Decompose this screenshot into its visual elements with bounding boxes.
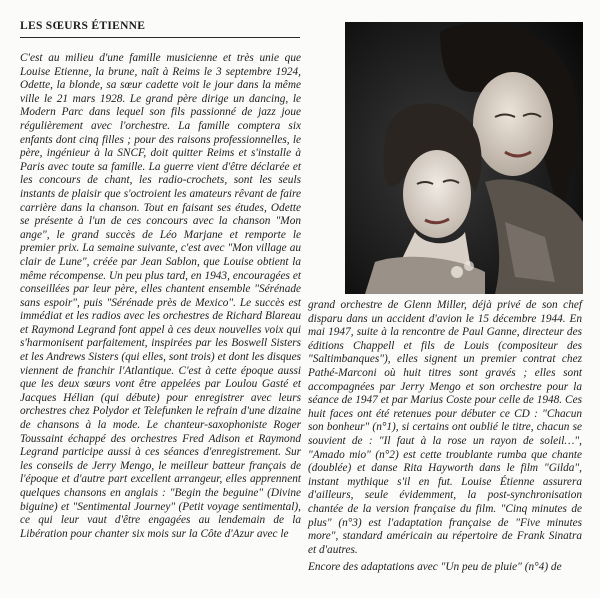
sisters-photo [345,22,583,294]
right-text-column [308,299,582,575]
right-paragraph-1: grand orchestre de Glenn Miller, déjà privé de son chef disparu dans un accident d'avion le 15 décembre 1944. En mai 1947, suite à la rencontre de Paul Ganne, directeur des éditions Chappell et fils de Louis (compositeur des "Saltimbanques"), elles signent un premier contrat chez Pathé-Marconi où huit titres sont gravés ; elles sont accompagnées par Jerry Mengo et son orchestre pour la séance de 1947 et par Marius Coste pour celle de 1948. Ces huit faces ont été retenues pour débuter ce CD : "Chacun son bonheur" (n°1), si certains ont oublié le titre, chacun se souvient de : "Il faut à la rose un rayon de soleil…", "Amado mio" (n°2) est cette troublante rumba que chante (doublée) et danse Rita Hayworth dans le film "Gilda", instant mythique s'il en fut. Louise Étienne assurera d'ailleurs, seule évidemment, la post-synchronisation chantée de la version française du film. "Cinq minutes de plus" (n°3) est l'adaptation française de "Five minutes more", standard américain au répertoire de Frank Sinatra et d'autres. [308,299,582,556]
right-paragraph-2: Encore des adaptations avec "Un peu de pluie" (n°4) de [308,561,562,574]
section-heading: LES SŒURS ÉTIENNE [20,20,146,32]
heading-underline [20,37,300,38]
left-text-column: C'est au milieu d'une famille musicienne et très unie que Louise Etienne, la brune, naît à Reims le 3 septembre 1924, Odette, la blonde, sa sœur cadette voit le jour dans la même ville le 21 mars 1928. Le grand père dirige un dancing, le Modern Parc dans lequel son fils passionné de jazz joue régulièrement avec l'orchestre. La famille comptera six enfants dont cinq filles ; pour des raisons professionnelles, le père, ingénieur à la SNCF, doit quitter Reims et s'installe à Paris avec toute sa famille. La guerre vient d'être déclarée et les concours de chant, les radio-crochets, sont les seuls instants de plaisir que s'octroient les amateurs rêvant de faire carrière dans la chanson. Tout en faisant ses études, Odette se présente à l'un de ces concours avec la chanson "Mon ange", le grand succès de Léo Marjane et remporte le premier prix. La semaine suivante, c'est avec "Mon village au clair de Lune", créée par Jean Sablon, que Louise obtient la même récompense. Un peu plus tard, en 1943, encouragées et conseillées par leur père, elles chantent ensemble "Sérénade sans espoir", puis "Sérénade près de Mexico". Le succès est immédiat et les radios avec les orchestres de Richard Blareau et Raymond Legrand font appel à ces deux nouvelles voix qui s'harmonisent parfaitement, inspirées par les Boswell Sisters et les Andrews Sisters (qui elles, sont trois) et dont les disques viennent de franchir l'Atlantique. C'est à cette époque aussi que les deux sœurs vont être appelées par Loulou Gasté et Jacques Hélian (qui débute) pour enregistrer avec leurs orchestres chez Polydor et Telefunken le refrain d'une dizaine de chansons à la mode. Le chanteur-saxophoniste Roger Toussaint échappé des orchestres Fred Adison et Raymond Legrand participe aussi à ces séances d'enregistrement. Sur les conseils de Jerry Mengo, le meilleur batteur français de l'époque et d'autre part excellent arrangeur, elles apprennent quelques chansons en anglais : "Begin the beguine" (Divine biguine) et "Sentimental Journey" (Petit voyage sentimental), ce qui leur vaut d'être engagées au lendemain de la Libération pour chanter six mois sur la Côte d'Azur avec le [20,52,301,540]
